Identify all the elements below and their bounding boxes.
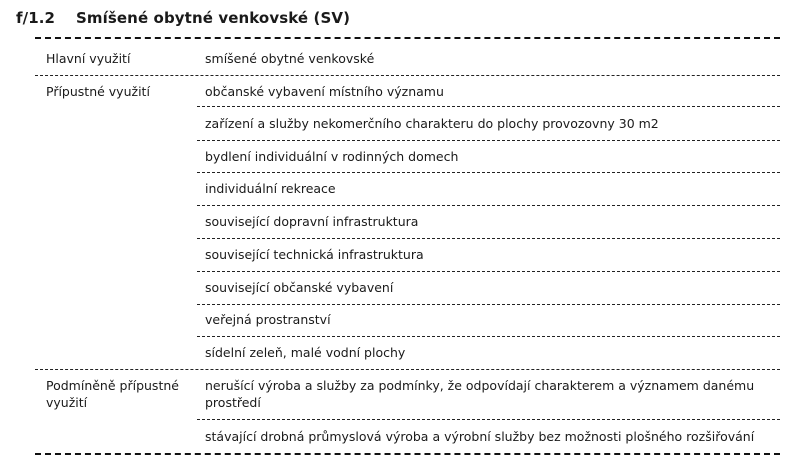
rule-section-divider bbox=[35, 75, 780, 76]
rule-item-divider bbox=[197, 172, 780, 173]
row-item: občanské vybavení místního významu bbox=[205, 84, 444, 99]
rule-item-divider bbox=[197, 419, 780, 420]
rule-item-divider bbox=[197, 140, 780, 141]
row-item: sídelní zeleň, malé vodní plochy bbox=[205, 345, 406, 360]
row-item: stávající drobná průmyslová výroba a výrobní služby bez možnosti plošného rozšiřování bbox=[205, 429, 755, 444]
rule-item-divider bbox=[197, 238, 780, 239]
row-label-permitted-use: Přípustné využití bbox=[46, 84, 150, 99]
row-item: smíšené obytné venkovské bbox=[205, 51, 375, 66]
rule-top bbox=[35, 37, 780, 39]
rule-item-divider bbox=[197, 106, 780, 107]
row-item: související technická infrastruktura bbox=[205, 247, 424, 262]
section-title: Smíšené obytné venkovské (SV) bbox=[76, 9, 351, 27]
rule-section-divider bbox=[35, 369, 780, 370]
row-item: individuální rekreace bbox=[205, 181, 336, 196]
row-item: související dopravní infrastruktura bbox=[205, 214, 419, 229]
rule-bottom bbox=[35, 453, 780, 455]
section-code: f/1.2 bbox=[16, 9, 56, 27]
row-label-conditional-use: Podmíněně přípustné využití bbox=[46, 378, 179, 410]
row-item: nerušící výroba a služby za podmínky, že odpovídají charakterem a významem danému prostředí bbox=[205, 378, 755, 410]
rule-item-divider bbox=[197, 271, 780, 272]
row-label-main-use: Hlavní využití bbox=[46, 51, 131, 66]
rule-item-divider bbox=[197, 304, 780, 305]
row-item: veřejná prostranství bbox=[205, 312, 331, 327]
row-item: bydlení individuální v rodinných domech bbox=[205, 149, 459, 164]
row-item: související občanské vybavení bbox=[205, 280, 394, 295]
rule-item-divider bbox=[197, 205, 780, 206]
rule-item-divider bbox=[197, 336, 780, 337]
row-item: zařízení a služby nekomerčního charakteru do plochy provozovny 30 m2 bbox=[205, 116, 659, 131]
section-heading bbox=[16, 9, 350, 27]
